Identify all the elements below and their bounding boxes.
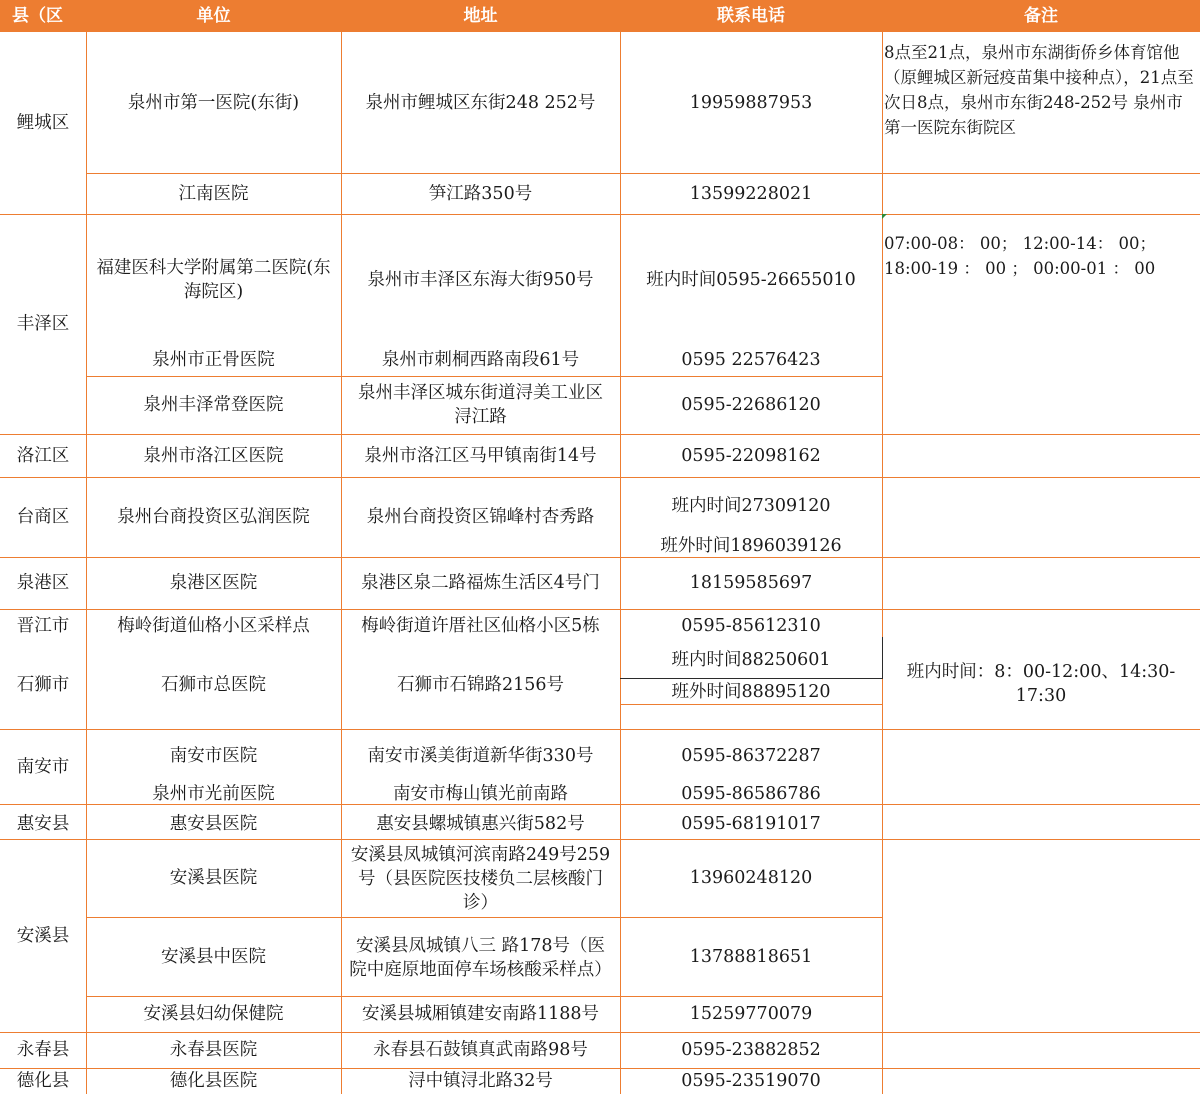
phone-cell: 班内时间27309120	[671, 496, 831, 516]
district-cell: 台商区	[16, 507, 70, 527]
unit-cell: 安溪县医院	[169, 868, 258, 888]
phone-cell: 0595-68191017	[681, 813, 821, 834]
address-cell: 南安市梅山镇光前南路	[393, 784, 568, 804]
unit-cell: 泉州台商投资区弘润医院	[117, 507, 310, 527]
district-cell: 永春县	[16, 1040, 70, 1060]
unit-cell: 泉州市光前医院	[152, 784, 275, 804]
phone-cell: 0595-86586786	[681, 784, 821, 804]
address-cell: 泉州台商投资区锦峰村杏秀路	[366, 507, 595, 527]
district-cell: 鲤城区	[16, 113, 70, 133]
district-cell: 德化县	[16, 1071, 70, 1091]
unit-cell: 德化县医院	[169, 1071, 258, 1091]
phone-cell: 13599228021	[689, 183, 813, 204]
unit-cell: 南安市医院	[169, 746, 258, 766]
district-cell: 洛江区	[16, 445, 70, 466]
district-cell: 晋江市	[16, 616, 70, 636]
unit-cell: 泉州丰泽常登医院	[143, 395, 284, 415]
phone-cell: 0595-86372287	[681, 746, 821, 766]
address-cell: 南安市溪美街道新华街330号	[367, 746, 594, 766]
header-address: 地址	[463, 6, 498, 26]
phone-cell: 13960248120	[689, 868, 813, 888]
address-cell: 安溪县城厢镇建安南路1188号	[361, 1004, 600, 1024]
unit-cell: 泉州市第一医院(东街)	[127, 92, 300, 113]
district-cell: 泉港区	[16, 573, 70, 593]
unit-cell: 永春县医院	[169, 1040, 258, 1060]
phone-cell: 18159585697	[689, 573, 813, 593]
unit-cell: 石狮市总医院	[161, 675, 266, 695]
phone-cell: 班内时间88250601	[671, 650, 831, 670]
unit-cell: 泉州市正骨医院	[152, 350, 275, 370]
header-unit: 单位	[196, 6, 231, 26]
district-cell: 南安市	[16, 756, 70, 777]
unit-cell: 安溪县中医院	[161, 946, 266, 967]
header-remark: 备注	[1024, 6, 1058, 26]
unit-cell: 泉州市洛江区医院	[143, 445, 284, 466]
remark-cell: 班内时间：8：00-12:00、14:30-17:30	[906, 662, 1176, 706]
grid-line	[882, 32, 883, 1094]
grid-line	[0, 214, 1200, 215]
address-cell: 浔中镇浔北路32号	[408, 1071, 553, 1091]
district-cell: 惠安县	[16, 813, 70, 834]
phone-cell: 班外时间1896039126	[660, 536, 842, 556]
header-district: 县（区	[12, 6, 63, 26]
unit-cell: 梅岭街道仙格小区采样点	[117, 616, 310, 636]
address-cell: 泉州市刺桐西路南段61号	[381, 350, 580, 370]
address-cell: 梅岭街道许厝社区仙格小区5栋	[361, 616, 600, 636]
phone-cell: 0595-85612310	[681, 616, 821, 636]
phone-cell: 0595-22686120	[681, 395, 821, 415]
phone-cell: 15259770079	[689, 1004, 813, 1024]
address-cell: 泉州市鲤城区东街248 252号	[365, 92, 596, 113]
address-cell: 笋江路350号	[428, 183, 533, 204]
grid-line	[0, 729, 1200, 730]
district-cell: 丰泽区	[16, 314, 70, 334]
phone-cell: 班内时间0595-26655010	[646, 270, 856, 290]
cell-border	[882, 637, 883, 679]
address-cell: 安溪县凤城镇河滨南路249号259号（县医院医技楼负二层核酸门诊）	[350, 845, 611, 913]
address-cell: 泉州丰泽区城东街道浔美工业区浔江路	[358, 383, 603, 427]
address-cell: 惠安县螺城镇惠兴街582号	[376, 813, 585, 834]
phone-cell: 13788818651	[689, 946, 813, 967]
unit-cell: 安溪县妇幼保健院	[143, 1004, 284, 1024]
address-cell: 泉州市洛江区马甲镇南街14号	[364, 445, 597, 466]
header-phone: 联系电话	[717, 6, 785, 26]
phone-cell: 班外时间88895120	[671, 682, 831, 702]
district-cell: 石狮市	[16, 675, 70, 695]
unit-cell: 惠安县医院	[169, 813, 258, 834]
grid-line	[882, 173, 1200, 174]
unit-cell: 泉港区医院	[169, 573, 258, 593]
address-cell: 泉州市丰泽区东海大街950号	[367, 270, 594, 290]
phone-cell: 0595-23519070	[681, 1071, 821, 1091]
address-cell: 石狮市石锦路2156号	[396, 675, 565, 695]
remark-cell: 8点至21点，泉州市东湖街侨乡体育馆他（原鲤城区新冠疫苗集中接种点），21点至次日8点，泉州市东街248-252号 泉州市第一医院东街院区	[884, 43, 1194, 137]
unit-cell: 江南医院	[178, 183, 249, 204]
phone-cell: 0595-22098162	[681, 445, 821, 466]
phone-cell: 19959887953	[689, 92, 813, 113]
address-cell: 安溪县凤城镇八三 路178号（医院中庭原地面停车场核酸采样点）	[349, 935, 612, 980]
unit-cell: 福建医科大学附属第二医院(东海院区)	[96, 258, 331, 302]
phone-cell: 0595-23882852	[681, 1040, 821, 1060]
phone-cell: 0595 22576423	[681, 350, 821, 370]
district-cell: 安溪县	[16, 925, 70, 946]
grid-line	[0, 609, 1200, 610]
address-cell: 永春县石鼓镇真武南路98号	[373, 1040, 588, 1060]
remark-cell: 07:00-08： 00； 12:00-14： 00； 18:00-19 ： 00 ； 00:00-01 ： 00	[884, 234, 1156, 278]
cell-comment-marker	[882, 214, 887, 219]
address-cell: 泉港区泉二路福炼生活区4号门	[361, 573, 600, 593]
